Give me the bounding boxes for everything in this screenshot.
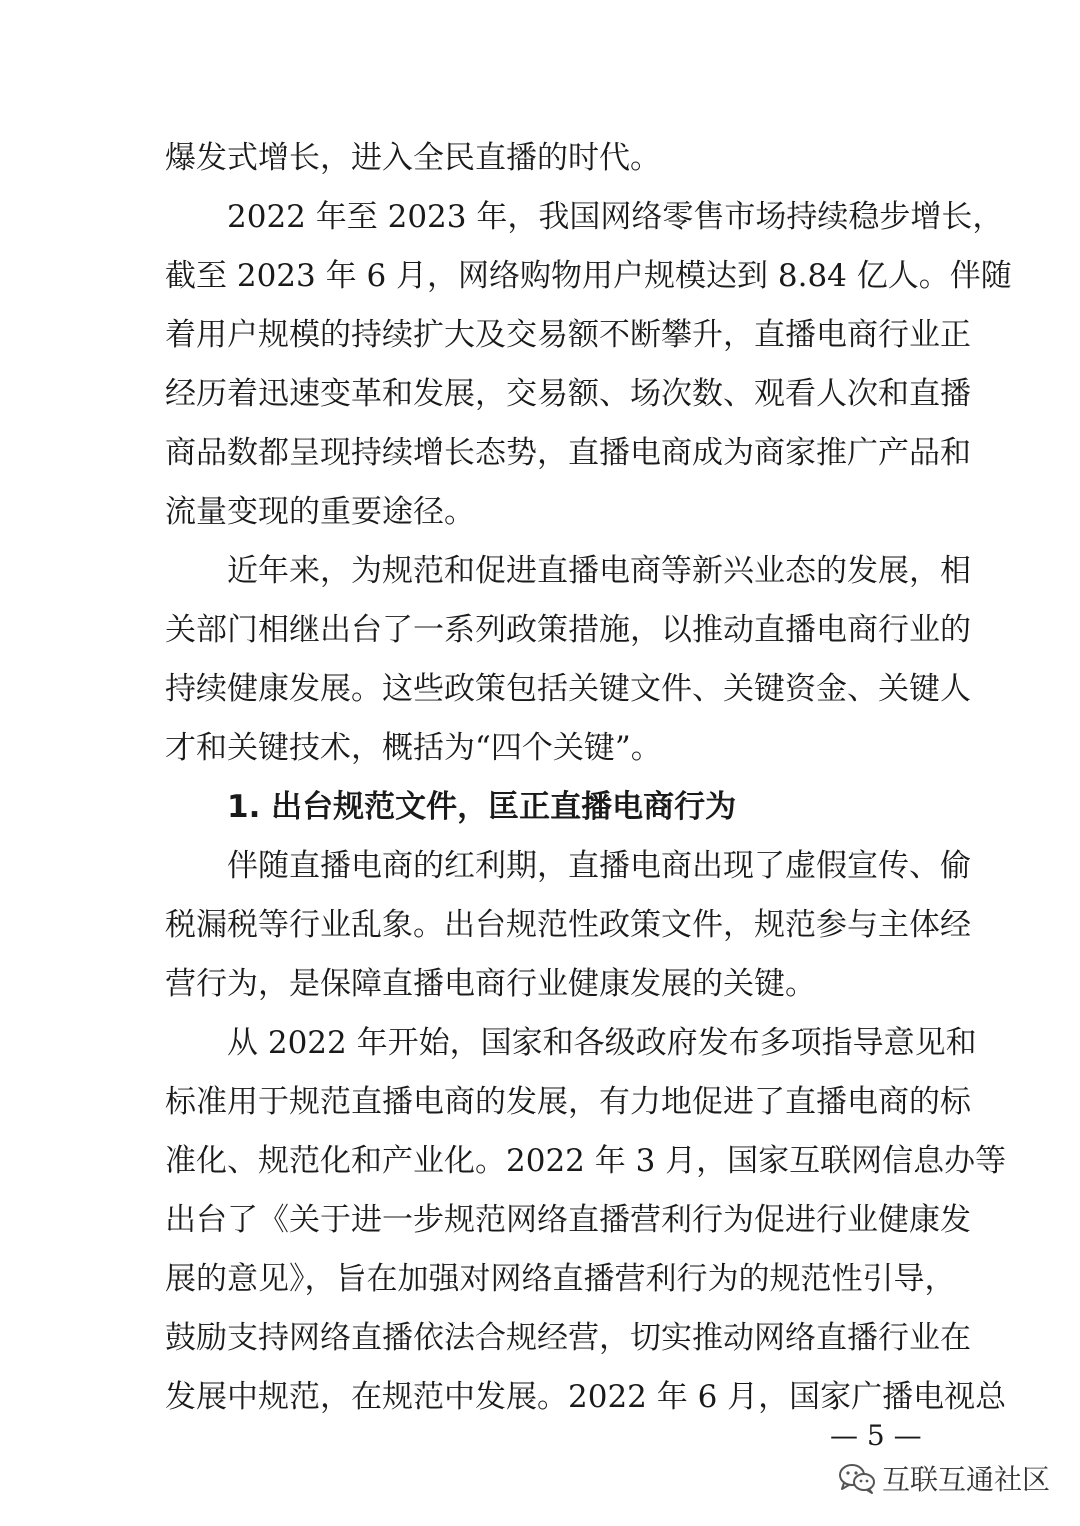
paragraph-line: 经历着迅速变革和发展，交易额、场次数、观看人次和直播 <box>165 376 971 412</box>
paragraph-line: 展的意见》，旨在加强对网络直播营利行为的规范性引导， <box>165 1261 956 1297</box>
paragraph-line: 出台了《关于进一步规范网络直播营利行为促进行业健康发 <box>165 1202 971 1238</box>
paragraph-line: 发展中规范，在规范中发展。2022 年 6 月，国家广播电视总 <box>165 1379 1007 1415</box>
paragraph-line: 营行为，是保障直播电商行业健康发展的关键。 <box>165 966 816 1002</box>
wechat-icon <box>838 1462 876 1494</box>
paragraph-line: 截至 2023 年 6 月，网络购物用户规模达到 8.84 亿人。伴随 <box>165 258 1012 294</box>
paragraph-line: 爆发式增长，进入全民直播的时代。 <box>165 140 661 176</box>
paragraph-line: 税漏税等行业乱象。出台规范性政策文件，规范参与主体经 <box>165 907 971 943</box>
paragraph-line: 才和关键技术，概括为“四个关键”。 <box>165 730 662 766</box>
paragraph-line: 近年来，为规范和促进直播电商等新兴业态的发展，相 <box>227 553 971 589</box>
watermark-text: 互联互通社区 <box>882 1463 1051 1496</box>
watermark <box>838 1456 1050 1500</box>
paragraph-line: 着用户规模的持续扩大及交易额不断攀升，直播电商行业正 <box>165 317 971 353</box>
paragraph-line: 持续健康发展。这些政策包括关键文件、关键资金、关键人 <box>165 671 971 707</box>
paragraph-line: 流量变现的重要途径。 <box>165 494 475 530</box>
paragraph-line: 伴随直播电商的红利期，直播电商出现了虚假宣传、偷 <box>227 848 971 884</box>
paragraph-line: 标准用于规范直播电商的发展，有力地促进了直播电商的标 <box>165 1084 971 1120</box>
paragraph-line: 关部门相继出台了一系列政策措施，以推动直播电商行业的 <box>165 612 971 648</box>
paragraph-line: 从 2022 年开始，国家和各级政府发布多项指导意见和 <box>227 1025 977 1061</box>
section-heading: 1. 出台规范文件，匡正直播电商行为 <box>227 789 737 825</box>
paragraph-line: 2022 年至 2023 年，我国网络零售市场持续稳步增长， <box>227 199 1004 235</box>
paragraph-line: 商品数都呈现持续增长态势，直播电商成为商家推广产品和 <box>165 435 971 471</box>
paragraph-line: 鼓励支持网络直播依法合规经营，切实推动网络直播行业在 <box>165 1320 971 1356</box>
paragraph-line: 准化、规范化和产业化。2022 年 3 月，国家互联网信息办等 <box>165 1143 1007 1179</box>
page-number: — 5 — <box>830 1419 922 1452</box>
